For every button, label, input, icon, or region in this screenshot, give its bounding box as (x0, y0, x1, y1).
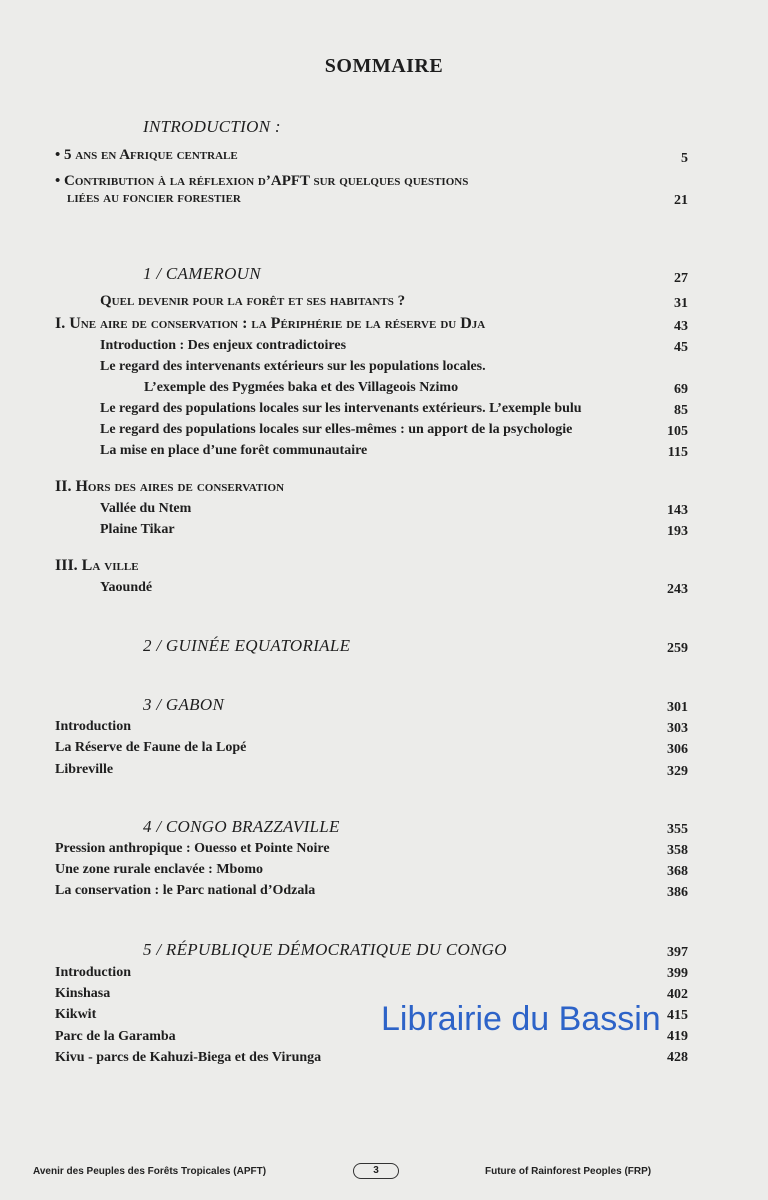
cameroun-p2-tikar-page: 193 (667, 524, 688, 539)
footer-right: Future of Rainforest Peoples (FRP) (485, 1166, 652, 1177)
page-title: SOMMAIRE (324, 55, 444, 77)
rdc-heading-page: 397 (667, 945, 688, 960)
cameroun-p1-intro-page: 45 (674, 340, 688, 355)
cameroun-part-3: III. La ville (55, 557, 139, 574)
congo-heading-page: 355 (667, 822, 688, 837)
page-number: 3 (353, 1163, 399, 1179)
rdc-item: Kinshasa (55, 986, 111, 1001)
cameroun-p1-regard-1-line-2: L’exemple des Pygmées baka et des Villageois Nzimo (144, 380, 459, 395)
cameroun-part-1-page: 43 (674, 319, 688, 334)
cameroun-part-1: I. Une aire de conservation : la Périphérie de la réserve du Dja (55, 315, 486, 332)
intro-item-1-page: 5 (681, 151, 688, 166)
cameroun-p1-regard-1-page: 69 (674, 382, 688, 397)
cameroun-question: Quel devenir pour la forêt et ses habitants ? (100, 293, 406, 309)
guinee-heading-page: 259 (667, 641, 688, 656)
gabon-heading: 3 / GABON (143, 695, 225, 714)
cameroun-p1-regard-2-page: 85 (674, 403, 688, 418)
gabon-item: La Réserve de Faune de la Lopé (55, 740, 247, 755)
rdc-item: Introduction (55, 965, 131, 980)
cameroun-p1-regard-3: Le regard des populations locales sur elles-mêmes : un apport de la psychologie (100, 422, 573, 437)
footer-left: Avenir des Peuples des Forêts Tropicales (APFT) (33, 1166, 267, 1177)
intro-item-2-line-2: liées au foncier forestier (67, 190, 241, 206)
cameroun-p1-regard-2: Le regard des populations locales sur les intervenants extérieurs. L’exemple bulu (100, 401, 582, 416)
cameroun-heading: 1 / CAMEROUN (143, 264, 261, 283)
cameroun-heading-page: 27 (674, 271, 688, 286)
cameroun-p1-intro: Introduction : Des enjeux contradictoires (100, 338, 347, 353)
rdc-item-page: 428 (667, 1050, 688, 1065)
rdc-item: Kikwit (55, 1007, 97, 1022)
cameroun-p1-regard-1-line-1: Le regard des intervenants extérieurs sur les populations locales. (100, 359, 486, 374)
congo-heading: 4 / CONGO BRAZZAVILLE (143, 817, 340, 836)
watermark: Librairie du Bassin (381, 1000, 661, 1038)
gabon-item-page: 329 (667, 764, 688, 779)
cameroun-p3-yaounde: Yaoundé (100, 580, 153, 595)
rdc-item-page: 402 (667, 987, 688, 1002)
cameroun-p1-regard-3-page: 105 (667, 424, 688, 439)
congo-item-page: 386 (667, 885, 688, 900)
intro-item-2-line-1: • Contribution à la réflexion d’APFT sur quelques questions (55, 173, 469, 189)
cameroun-p3-yaounde-page: 243 (667, 582, 688, 597)
intro-item-1: • 5 ans en Afrique centrale (55, 147, 238, 163)
rdc-item-page: 419 (667, 1029, 688, 1044)
gabon-item: Introduction (55, 719, 131, 734)
congo-item-page: 358 (667, 843, 688, 858)
cameroun-p2-ntem: Vallée du Ntem (100, 501, 192, 516)
cameroun-question-page: 31 (674, 296, 688, 311)
gabon-item-page: 306 (667, 742, 688, 757)
cameroun-p1-foret: La mise en place d’une forêt communautaire (100, 443, 368, 458)
gabon-heading-page: 301 (667, 700, 688, 715)
rdc-item-page: 399 (667, 966, 688, 981)
congo-item-page: 368 (667, 864, 688, 879)
cameroun-part-2: II. Hors des aires de conservation (55, 478, 285, 495)
rdc-item-page: 415 (667, 1008, 688, 1023)
rdc-item: Parc de la Garamba (55, 1029, 176, 1044)
guinee-heading: 2 / GUINÉE EQUATORIALE (143, 636, 351, 655)
cameroun-p1-foret-page: 115 (667, 445, 688, 460)
congo-item: Une zone rurale enclavée : Mbomo (55, 862, 263, 877)
cameroun-p2-tikar: Plaine Tikar (100, 522, 175, 537)
cameroun-p2-ntem-page: 143 (667, 503, 688, 518)
congo-item: Pression anthropique : Ouesso et Pointe Noire (55, 841, 330, 856)
gabon-item: Libreville (55, 762, 114, 777)
intro-item-2-page: 21 (674, 193, 688, 208)
rdc-heading: 5 / RÉPUBLIQUE DÉMOCRATIQUE DU CONGO (143, 940, 507, 959)
intro-heading: INTRODUCTION : (143, 117, 281, 136)
gabon-item-page: 303 (667, 721, 688, 736)
rdc-item: Kivu - parcs de Kahuzi-Biega et des Virunga (55, 1050, 322, 1065)
congo-item: La conservation : le Parc national d’Odzala (55, 883, 316, 898)
